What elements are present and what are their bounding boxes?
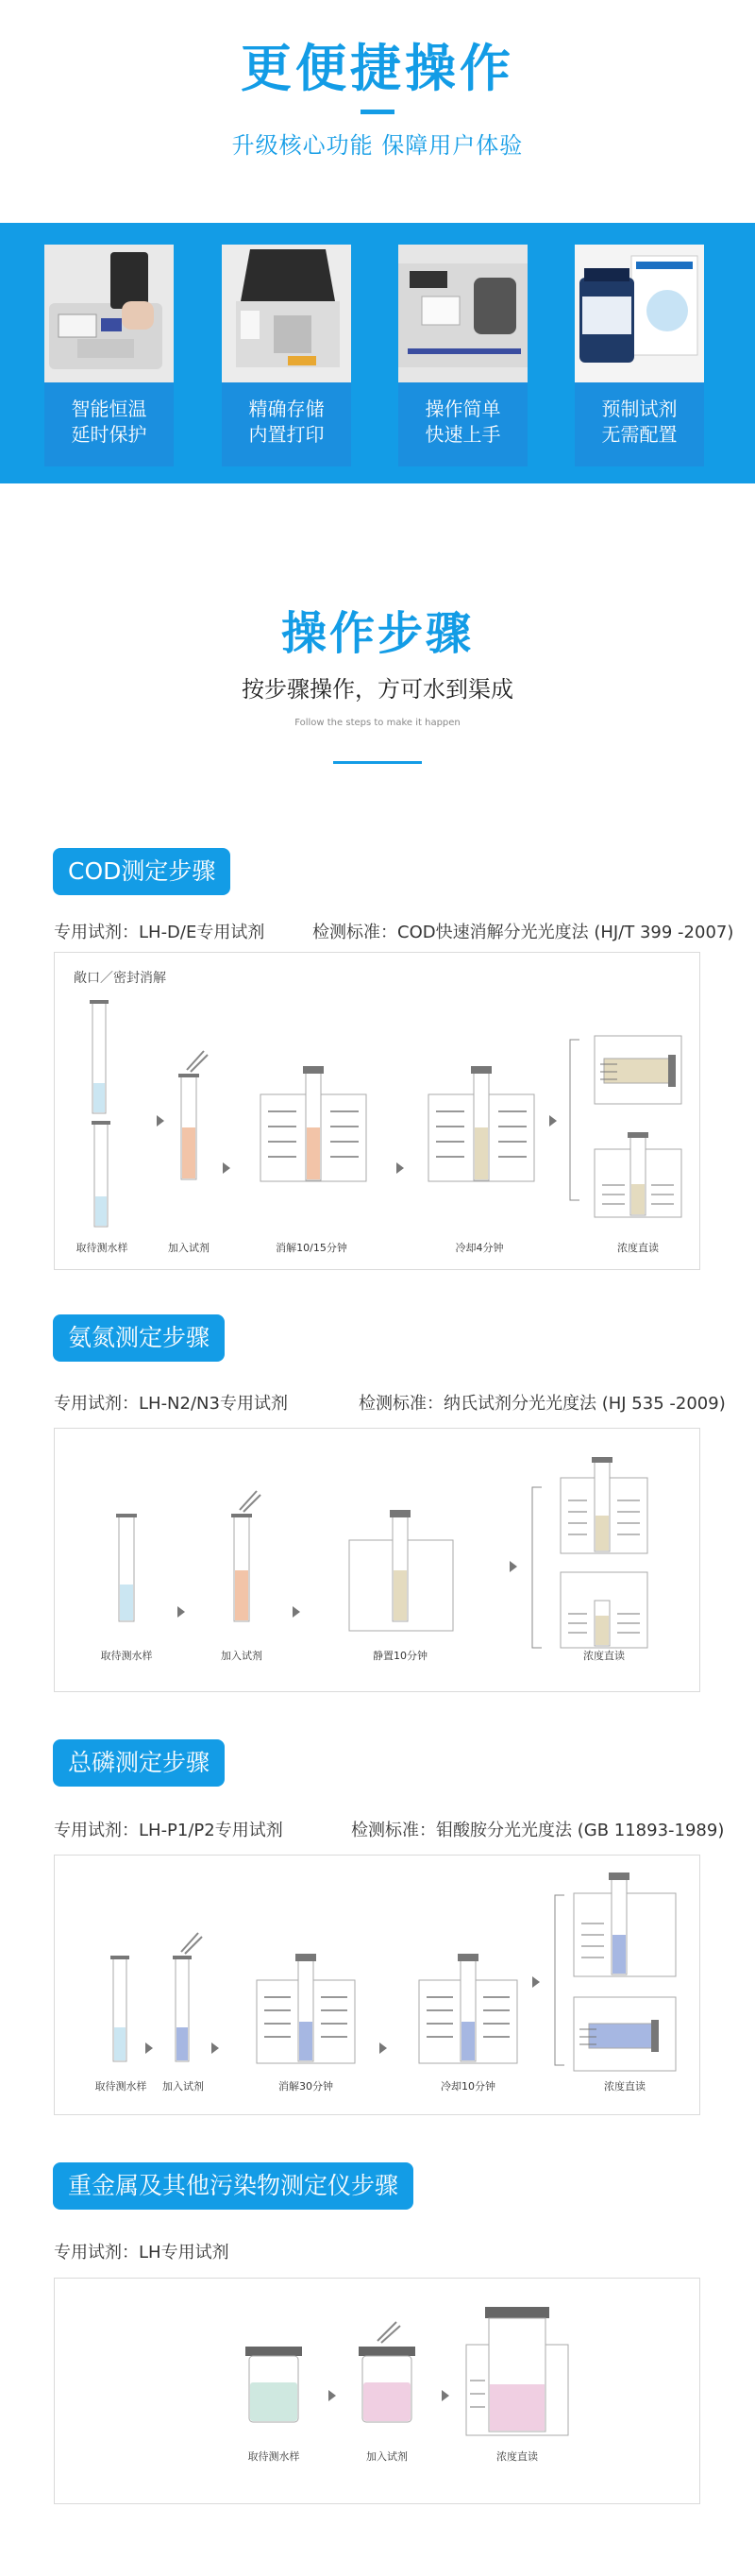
title-underline [361, 110, 394, 114]
phosphorus-step-label: 消解30分钟 [278, 2080, 333, 2093]
phosphorus-reagent: 专用试剂：LH-P1/P2专用试剂 [54, 1821, 283, 1840]
feature-line2: 无需配置 [601, 423, 678, 446]
feature-line2: 延时保护 [71, 423, 147, 446]
steps-english: Follow the steps to make it happen [294, 718, 461, 728]
phosphorus-standard: 检测标准：钼酸胺分光光度法 (GB 11893-1989) [351, 1821, 725, 1840]
cod-note: 敞口／密封消解 [74, 971, 166, 986]
page-subtitle: 升级核心功能 保障用户体验 [231, 132, 524, 159]
ammonia-step-label: 浓度直读 [583, 1650, 625, 1662]
ammonia-step-label: 静置10分钟 [373, 1650, 428, 1662]
cod-step-label: 消解10/15分钟 [276, 1242, 347, 1254]
instrument-photo [398, 245, 528, 382]
phosphorus-step-label: 浓度直读 [604, 2080, 646, 2093]
steps-underline [333, 761, 422, 764]
metal-reagent: 专用试剂：LH专用试剂 [54, 2243, 229, 2262]
feature-line2: 内置打印 [248, 423, 325, 446]
cod-standard: 检测标准：COD快速消解分光光度法 (HJ/T 399 -2007) [312, 923, 734, 942]
metal-step-label: 取待测水样 [247, 2450, 300, 2463]
feature-line1: 操作简单 [425, 398, 501, 420]
feature-line2: 快速上手 [425, 423, 501, 446]
cod-step-label: 浓度直读 [617, 1242, 659, 1254]
feature-card-storage [222, 245, 351, 466]
ammonia-step-label: 取待测水样 [100, 1650, 153, 1662]
metal-step-label: 浓度直读 [496, 2450, 538, 2463]
ammonia-diagram [54, 1428, 700, 1692]
reagent-photo [575, 245, 704, 382]
metal-diagram [54, 2278, 700, 2504]
phosphorus-step-label: 取待测水样 [94, 2080, 147, 2093]
cod-diagram [54, 952, 700, 1270]
instrument-photo [44, 245, 174, 382]
phosphorus-diagram [54, 1855, 700, 2115]
instrument-photo [222, 245, 351, 382]
ammonia-title-badge: 氨氮测定步骤 [53, 1314, 225, 1362]
cod-step-label: 取待测水样 [76, 1242, 128, 1254]
steps-subtitle: 按步骤操作，方可水到渠成 [242, 676, 513, 703]
feature-line1: 预制试剂 [601, 398, 678, 420]
cod-step-label: 冷却4分钟 [455, 1242, 504, 1254]
page-title: 更便捷操作 [241, 39, 514, 98]
cod-step-label: 加入试剂 [168, 1242, 210, 1254]
cod-reagent: 专用试剂：LH-D/E专用试剂 [54, 923, 265, 942]
ammonia-step-label: 加入试剂 [221, 1650, 262, 1662]
metal-title-badge: 重金属及其他污染物测定仪步骤 [53, 2162, 413, 2210]
metal-step-label: 加入试剂 [366, 2450, 408, 2463]
ammonia-standard: 检测标准：纳氏试剂分光光度法 (HJ 535 -2009) [359, 1394, 726, 1414]
phosphorus-title-badge: 总磷测定步骤 [53, 1739, 225, 1787]
ammonia-reagent: 专用试剂：LH-N2/N3专用试剂 [54, 1394, 288, 1414]
feature-card-thermostat [44, 245, 174, 466]
cod-title-badge: COD测定步骤 [53, 848, 230, 895]
steps-title: 操作步骤 [280, 607, 474, 660]
feature-line1: 智能恒温 [71, 398, 147, 420]
feature-line1: 精确存储 [248, 398, 325, 420]
feature-card-reagent [575, 245, 704, 466]
phosphorus-step-label: 加入试剂 [162, 2080, 204, 2093]
phosphorus-step-label: 冷却10分钟 [441, 2080, 495, 2093]
feature-card-simple [398, 245, 528, 466]
